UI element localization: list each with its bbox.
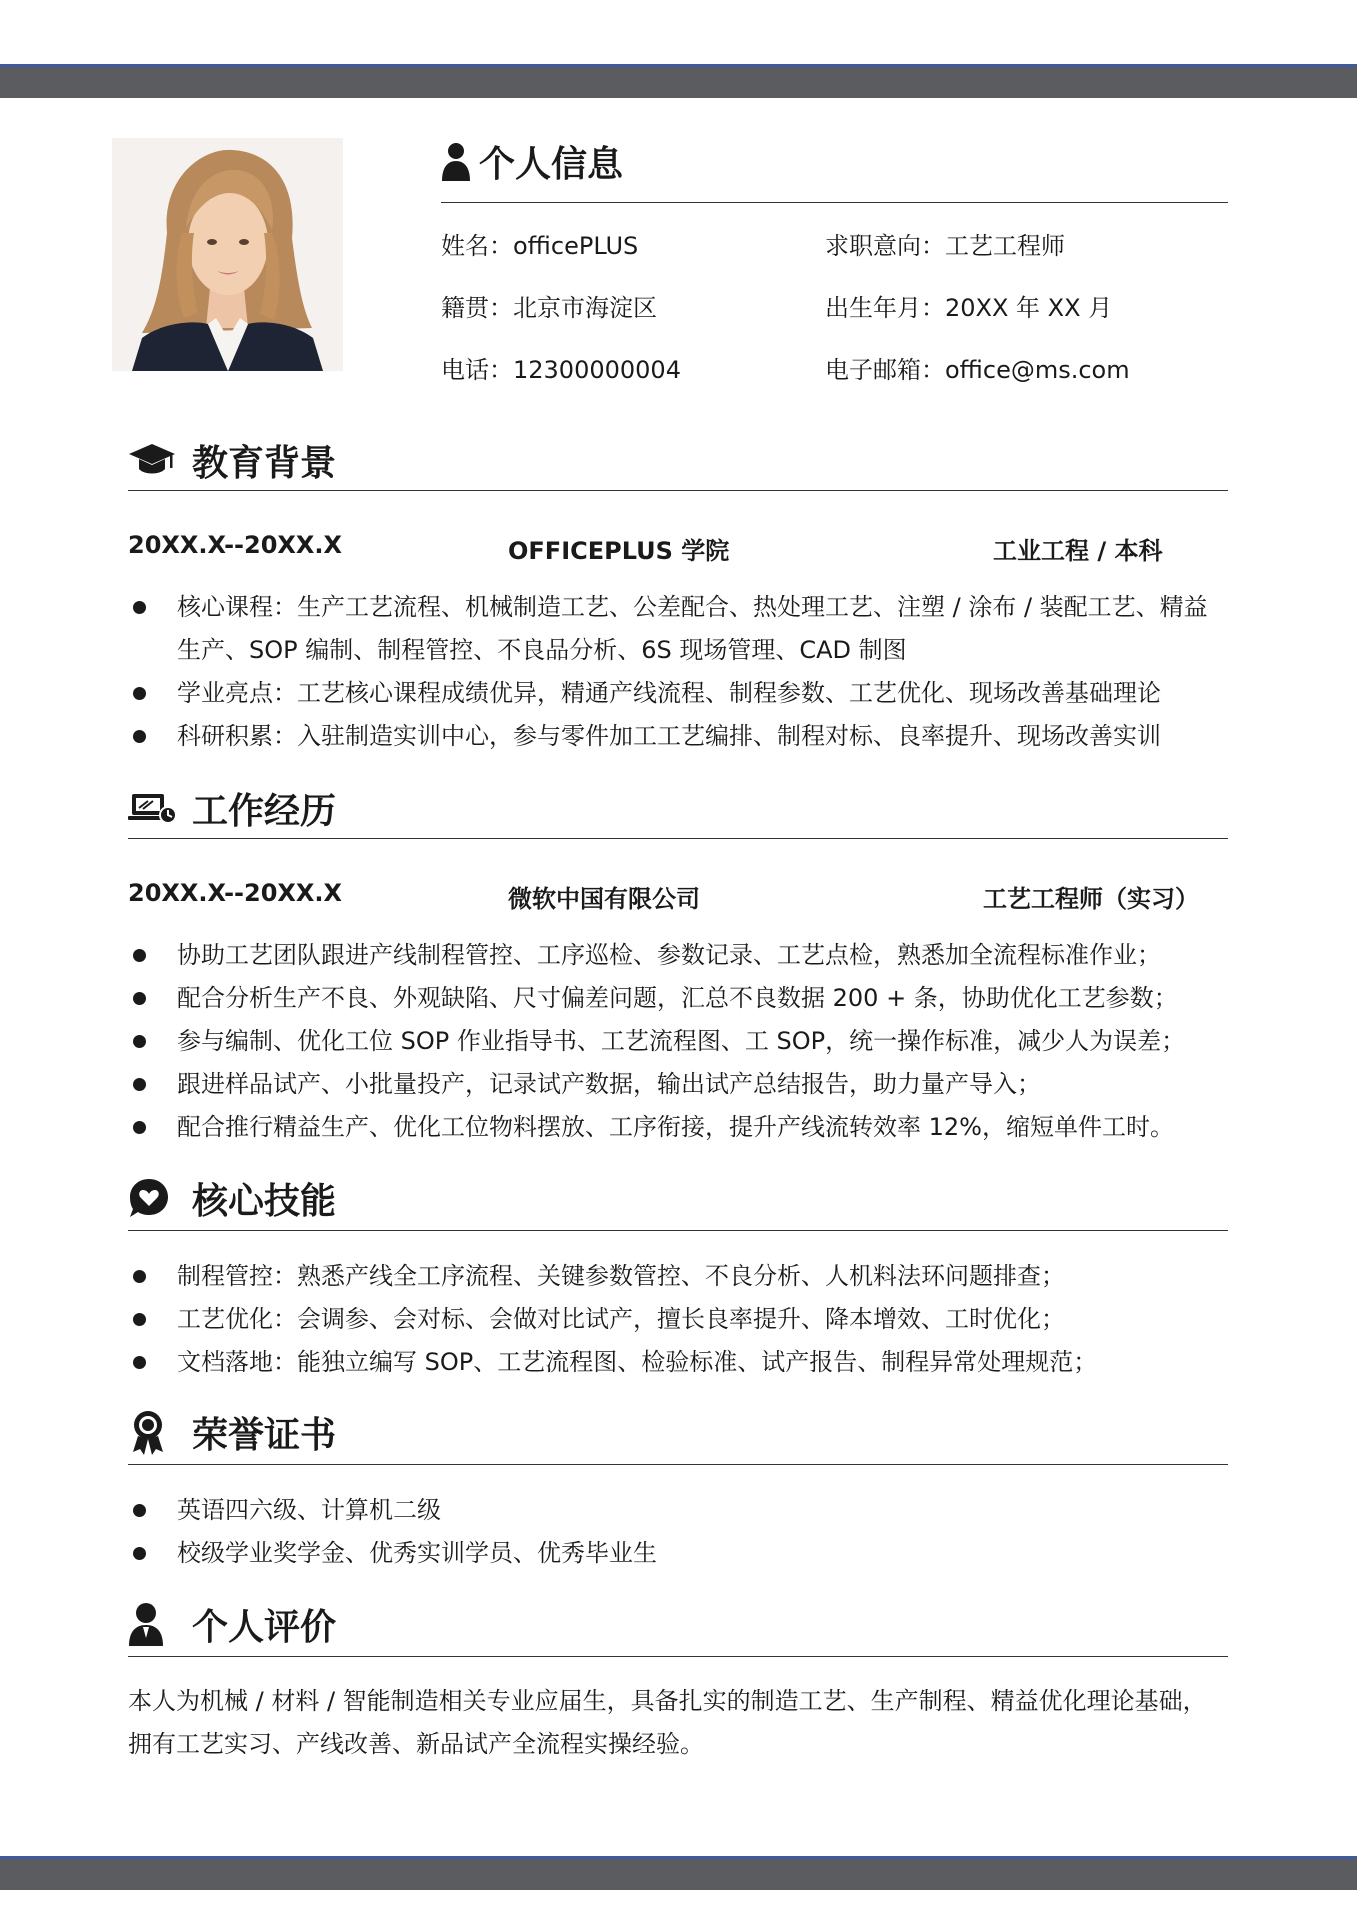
personal-info-title: 个人信息: [479, 143, 624, 185]
list-item: [128, 1341, 1228, 1384]
work-period: 20XX.X--20XX.X: [128, 879, 343, 907]
graduation-cap-icon: [128, 438, 180, 482]
name-field: 姓名：officePLUS: [441, 232, 639, 260]
honors-title: 荣誉证书: [192, 1414, 337, 1456]
bullet-dot: [133, 1356, 146, 1369]
bullet-dot: [133, 730, 146, 743]
bullet-dot: [133, 687, 146, 700]
evaluation-divider: [128, 1656, 1228, 1657]
honors-divider: [128, 1464, 1228, 1465]
list-item: [128, 1298, 1228, 1341]
top-band: [0, 64, 1357, 98]
birth-field: 出生年月：20XX 年 XX 月: [825, 294, 1113, 322]
list-item: [128, 1020, 1228, 1063]
education-entry-header: [128, 531, 1228, 565]
person-icon: [441, 141, 471, 181]
bottom-band: [0, 1856, 1357, 1890]
email-field: 电子邮箱：office@ms.com: [825, 356, 1130, 384]
section-evaluation: [128, 1598, 336, 1650]
skills-title: 核心技能: [192, 1180, 337, 1222]
list-item-text: 学业亮点：工艺核心课程成绩优异，精通产线流程、制程参数、工艺优化、现场改善基础理论: [177, 679, 1161, 707]
bullet-dot: [133, 1270, 146, 1283]
education-major: 工业工程 / 本科: [993, 537, 1163, 565]
list-item-text: 配合推行精益生产、优化工位物料摆放、工序衔接，提升产线流转效率 12%，缩短单件工时。: [177, 1113, 1174, 1141]
work-role: 工艺工程师（实习）: [983, 885, 1199, 913]
laptop-clock-icon: [128, 786, 180, 830]
list-item-text: 科研积累：入驻制造实训中心，参与零件加工工艺编排、制程对标、良率提升、现场改善实训: [177, 722, 1161, 750]
section-skills: [128, 1172, 336, 1224]
education-period: 20XX.X--20XX.X: [128, 531, 343, 559]
list-item-text: 配合分析生产不良、外观缺陷、尺寸偏差问题，汇总不良数据 200 + 条，协助优化工艺参数；: [177, 984, 1178, 1012]
education-school: OFFICEPLUS 学院: [508, 537, 730, 565]
phone-field: 电话：12300000004: [441, 356, 681, 384]
list-item-text: 核心课程：生产工艺流程、机械制造工艺、公差配合、热处理工艺、注塑 / 涂布 / 装配工艺、精益生产、SOP 编制、制程管控、不良品分析、6S 现场管理、CAD 制图: [177, 593, 1208, 664]
education-title: 教育背景: [192, 442, 337, 484]
portrait-illustration: [112, 138, 343, 371]
objective-field: 求职意向：工艺工程师: [825, 232, 1065, 260]
portrait-photo: [112, 138, 343, 371]
list-item-text: 工艺优化：会调参、会对标、会做对比试产，擅长良率提升、降本增效、工时优化；: [177, 1305, 1065, 1333]
list-item: [128, 934, 1228, 977]
person-icon: [128, 1602, 180, 1646]
list-item-text: 英语四六级、计算机二级: [177, 1496, 441, 1524]
work-title: 工作经历: [192, 790, 337, 832]
list-item: [128, 586, 1228, 672]
list-item: [128, 1063, 1228, 1106]
work-bullet-list: [128, 934, 1228, 1149]
education-divider: [128, 490, 1228, 491]
section-work: [128, 782, 336, 834]
award-ribbon-icon: [128, 1410, 180, 1454]
list-item-text: 文档落地：能独立编写 SOP、工艺流程图、检验标准、试产报告、制程异常处理规范；: [177, 1348, 1098, 1376]
section-education: [128, 434, 336, 486]
list-item: [128, 1106, 1228, 1149]
list-item-text: 跟进样品试产、小批量投产，记录试产数据，输出试产总结报告，助力量产导入；: [177, 1070, 1041, 1098]
bullet-dot: [133, 949, 146, 962]
list-item-text: 参与编制、优化工位 SOP 作业指导书、工艺流程图、工 SOP，统一操作标准，减少人为误差；: [177, 1027, 1186, 1055]
list-item-text: 校级学业奖学金、优秀实训学员、优秀毕业生: [177, 1539, 657, 1567]
work-divider: [128, 838, 1228, 839]
bullet-dot: [133, 1547, 146, 1560]
list-item: [128, 977, 1228, 1020]
list-item: [128, 1255, 1228, 1298]
evaluation-title: 个人评价: [192, 1606, 337, 1648]
work-entry-header: [128, 879, 1228, 913]
list-item-text: 协助工艺团队跟进产线制程管控、工序巡检、参数记录、工艺点检，熟悉加全流程标准作业；: [177, 941, 1161, 969]
list-item: [128, 1532, 1228, 1575]
hometown-field: 籍贯：北京市海淀区: [441, 294, 657, 322]
bullet-dot: [133, 1121, 146, 1134]
section-personal-info: [441, 136, 623, 186]
list-item: [128, 672, 1228, 715]
education-bullet-list: [128, 586, 1228, 758]
section-honors: [128, 1406, 336, 1458]
work-company: 微软中国有限公司: [508, 885, 700, 913]
list-item: [128, 715, 1228, 758]
personal-info-divider: [441, 202, 1228, 203]
bullet-dot: [133, 601, 146, 614]
bullet-dot: [133, 1035, 146, 1048]
skills-divider: [128, 1230, 1228, 1231]
heart-bubble-icon: [128, 1176, 180, 1220]
honors-bullet-list: [128, 1489, 1228, 1575]
bullet-dot: [133, 1504, 146, 1517]
evaluation-text: 本人为机械 / 材料 / 智能制造相关专业应届生，具备扎实的制造工艺、生产制程、精益优化理论基础，拥有工艺实习、产线改善、新品试产全流程实操经验。: [128, 1687, 1207, 1758]
bullet-dot: [133, 1313, 146, 1326]
skills-bullet-list: [128, 1255, 1228, 1384]
list-item: [128, 1489, 1228, 1532]
bullet-dot: [133, 992, 146, 1005]
bullet-dot: [133, 1078, 146, 1091]
list-item-text: 制程管控：熟悉产线全工序流程、关键参数管控、不良分析、人机料法环问题排查；: [177, 1262, 1065, 1290]
